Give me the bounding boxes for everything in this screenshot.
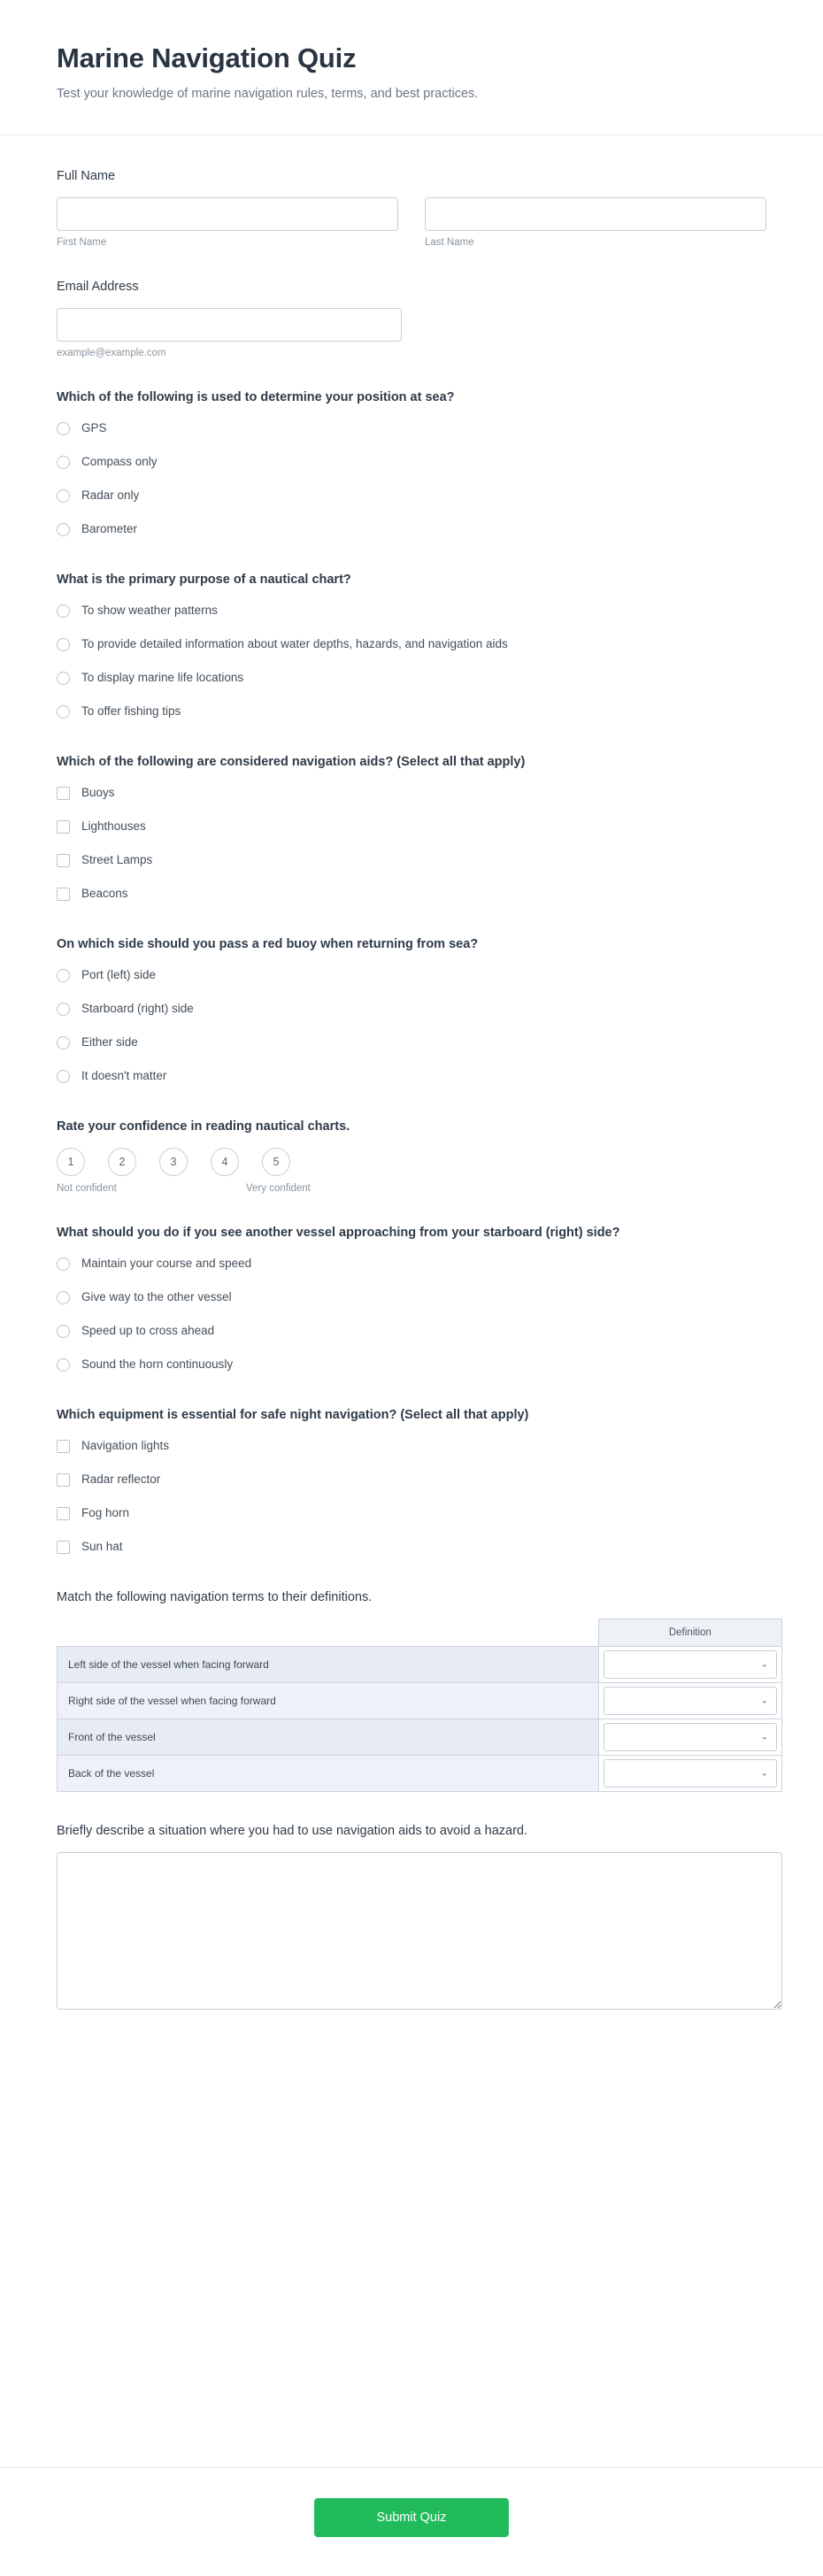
chevron-down-icon: ⌄ (760, 1659, 768, 1670)
q7-option-label: Fog horn (81, 1506, 130, 1520)
q4-option-label: It doesn't matter (81, 1069, 167, 1083)
q4-option-label: Either side (81, 1035, 138, 1050)
radio-icon[interactable] (57, 1325, 70, 1338)
q1-option-3[interactable] (57, 519, 766, 541)
question-q2 (57, 571, 766, 723)
matrix-row-label: Front of the vessel (58, 1719, 599, 1755)
matrix-definition-select[interactable] (604, 1759, 777, 1788)
first-name-input[interactable] (57, 197, 398, 231)
matrix-header-row (58, 1619, 782, 1646)
form-body (0, 135, 823, 2434)
question-q9 (57, 1822, 766, 2014)
question-q3 (57, 753, 766, 905)
radio-icon[interactable] (57, 672, 70, 685)
last-name-input[interactable] (425, 197, 766, 231)
q3-option-label: Lighthouses (81, 819, 146, 834)
field-email (57, 278, 766, 358)
email-hint: example@example.com (57, 347, 166, 358)
table-row (58, 1682, 782, 1719)
q6-option-1[interactable] (57, 1288, 766, 1309)
matrix-corner-cell (58, 1619, 599, 1646)
q1-option-label: Barometer (81, 522, 138, 536)
select-wrapper (604, 1759, 777, 1788)
select-wrapper (604, 1723, 777, 1751)
scale-legend-low: Not confident (57, 1182, 117, 1194)
question-q1 (57, 388, 766, 541)
radio-icon[interactable] (57, 1036, 70, 1050)
first-name-hint: First Name (57, 236, 107, 248)
email-input[interactable] (57, 308, 402, 342)
q3-option-1[interactable] (57, 817, 766, 838)
q4-option-2[interactable] (57, 1033, 766, 1054)
q4-option-1[interactable] (57, 999, 766, 1020)
q4-option-0[interactable] (57, 965, 766, 987)
field-full-name (57, 167, 766, 248)
radio-icon[interactable] (57, 523, 70, 536)
scale-point-1[interactable]: 1 (57, 1148, 85, 1176)
matrix-select-cell[interactable] (598, 1719, 781, 1755)
q6-option-label: Maintain your course and speed (81, 1257, 252, 1271)
page-title: Marine Navigation Quiz (57, 42, 357, 73)
last-name-hint: Last Name (425, 236, 474, 248)
q7-option-label: Sun hat (81, 1540, 123, 1554)
q7-label: Which equipment is essential for safe night navigation? (Select all that apply) (57, 1407, 529, 1422)
form-header (0, 0, 823, 135)
scale-legend-high: Very confident (246, 1182, 311, 1194)
table-row (58, 1646, 782, 1682)
email-label: Email Address (57, 279, 139, 294)
q7-option-2[interactable] (57, 1503, 766, 1525)
matrix-row-label: Right side of the vessel when facing forward (58, 1682, 599, 1719)
checkbox-icon[interactable] (57, 1507, 70, 1520)
q2-label: What is the primary purpose of a nautical chart? (57, 572, 351, 587)
q8-label: Match the following navigation terms to their definitions. (57, 1589, 373, 1604)
scale-point-3[interactable]: 3 (159, 1148, 188, 1176)
matrix-column-header: Definition (598, 1619, 781, 1646)
question-q4 (57, 935, 766, 1088)
table-row (58, 1755, 782, 1791)
q6-option-3[interactable] (57, 1355, 766, 1376)
q4-option-label: Port (left) side (81, 968, 157, 982)
last-name-group (425, 197, 766, 248)
radio-icon[interactable] (57, 1003, 70, 1016)
q1-option-label: Compass only (81, 455, 158, 469)
chevron-down-icon: ⌄ (760, 1768, 768, 1779)
q2-option-label: To display marine life locations (81, 671, 244, 685)
radio-icon[interactable] (57, 489, 70, 503)
checkbox-icon[interactable] (57, 787, 70, 800)
q3-option-label: Beacons (81, 887, 128, 901)
checkbox-icon[interactable] (57, 820, 70, 834)
q7-option-label: Navigation lights (81, 1439, 170, 1453)
select-wrapper (604, 1687, 777, 1715)
q1-options (57, 419, 766, 541)
radio-icon[interactable] (57, 1291, 70, 1304)
q4-option-label: Starboard (right) side (81, 1002, 194, 1016)
radio-icon[interactable] (57, 456, 70, 469)
q6-option-label: Sound the horn continuously (81, 1357, 234, 1372)
q4-label: On which side should you pass a red buoy when returning from sea? (57, 936, 479, 951)
q6-option-label: Give way to the other vessel (81, 1290, 232, 1304)
radio-icon[interactable] (57, 705, 70, 719)
form-footer (0, 2467, 823, 2576)
q3-option-0[interactable] (57, 783, 766, 804)
matrix-definition-select[interactable] (604, 1650, 777, 1679)
q5-scale (57, 1148, 766, 1194)
q5-scale-legend (57, 1183, 766, 1194)
q7-option-3[interactable] (57, 1537, 766, 1558)
matrix-definition-select[interactable] (604, 1687, 777, 1715)
q3-option-label: Street Lamps (81, 853, 153, 867)
q2-options (57, 601, 766, 723)
q1-option-1[interactable] (57, 452, 766, 473)
q3-option-2[interactable] (57, 850, 766, 872)
q1-label: Which of the following is used to determine your position at sea? (57, 389, 455, 404)
q6-label: What should you do if you see another vessel approaching from your starboard (right) side? (57, 1225, 620, 1240)
q6-options (57, 1254, 766, 1376)
matrix-select-cell[interactable] (598, 1646, 781, 1682)
table-row (58, 1719, 782, 1755)
full-name-row (57, 197, 766, 248)
q6-option-label: Speed up to cross ahead (81, 1324, 215, 1338)
checkbox-icon[interactable] (57, 1440, 70, 1453)
matrix-head (58, 1619, 782, 1646)
q3-option-3[interactable] (57, 884, 766, 905)
radio-icon[interactable] (57, 638, 70, 651)
matrix-body (58, 1646, 782, 1791)
matrix-definition-select[interactable] (604, 1723, 777, 1751)
q9-label: Briefly describe a situation where you had to use navigation aids to avoid a hazard. (57, 1823, 527, 1838)
q1-option-label: Radar only (81, 488, 140, 503)
scale-point-2[interactable]: 2 (108, 1148, 136, 1176)
q3-options (57, 783, 766, 905)
q5-label: Rate your confidence in reading nautical charts. (57, 1119, 350, 1134)
scale-point-5[interactable]: 5 (262, 1148, 290, 1176)
q1-option-0[interactable] (57, 419, 766, 440)
question-q6 (57, 1224, 766, 1376)
q3-label: Which of the following are considered navigation aids? (Select all that apply) (57, 754, 526, 769)
chevron-down-icon: ⌄ (760, 1696, 768, 1706)
radio-icon[interactable] (57, 1257, 70, 1271)
page-subtitle: Test your knowledge of marine navigation rules, terms, and best practices. (57, 87, 479, 101)
full-name-label: Full Name (57, 168, 116, 183)
q7-option-0[interactable] (57, 1436, 766, 1457)
q1-option-label: GPS (81, 421, 107, 435)
q4-option-3[interactable] (57, 1066, 766, 1088)
q2-option-2[interactable] (57, 668, 766, 689)
checkbox-icon[interactable] (57, 888, 70, 901)
question-q8 (57, 1588, 766, 1792)
q7-options (57, 1436, 766, 1558)
matrix-select-cell[interactable] (598, 1682, 781, 1719)
radio-icon[interactable] (57, 969, 70, 982)
checkbox-icon[interactable] (57, 1473, 70, 1487)
checkbox-icon[interactable] (57, 854, 70, 867)
radio-icon[interactable] (57, 422, 70, 435)
matrix-select-cell[interactable] (598, 1755, 781, 1791)
q7-option-label: Radar reflector (81, 1473, 161, 1487)
select-wrapper (604, 1650, 777, 1679)
first-name-group (57, 197, 398, 248)
q7-option-1[interactable] (57, 1470, 766, 1491)
radio-icon[interactable] (57, 604, 70, 618)
submit-button[interactable]: Submit Quiz (314, 2498, 509, 2537)
q6-option-2[interactable] (57, 1321, 766, 1342)
q2-option-3[interactable] (57, 702, 766, 723)
matching-matrix (57, 1619, 782, 1792)
chevron-down-icon: ⌄ (760, 1732, 768, 1742)
matrix-row-label: Back of the vessel (58, 1755, 599, 1791)
scale-point-4[interactable]: 4 (211, 1148, 239, 1176)
q2-option-0[interactable] (57, 601, 766, 622)
q1-option-2[interactable] (57, 486, 766, 507)
q4-options (57, 965, 766, 1088)
q6-option-0[interactable] (57, 1254, 766, 1275)
question-q5 (57, 1118, 766, 1194)
q2-option-label: To show weather patterns (81, 604, 218, 618)
q2-option-label: To offer fishing tips (81, 704, 181, 719)
radio-icon[interactable] (57, 1358, 70, 1372)
checkbox-icon[interactable] (57, 1541, 70, 1554)
q5-scale-row (57, 1148, 766, 1176)
long-answer-input[interactable] (57, 1852, 782, 2010)
question-q7 (57, 1406, 766, 1558)
q2-option-label: To provide detailed information about water depths, hazards, and navigation aids (81, 637, 508, 651)
matrix-row-label: Left side of the vessel when facing forward (58, 1646, 599, 1682)
radio-icon[interactable] (57, 1070, 70, 1083)
q3-option-label: Buoys (81, 786, 115, 800)
q2-option-1[interactable] (57, 634, 766, 656)
